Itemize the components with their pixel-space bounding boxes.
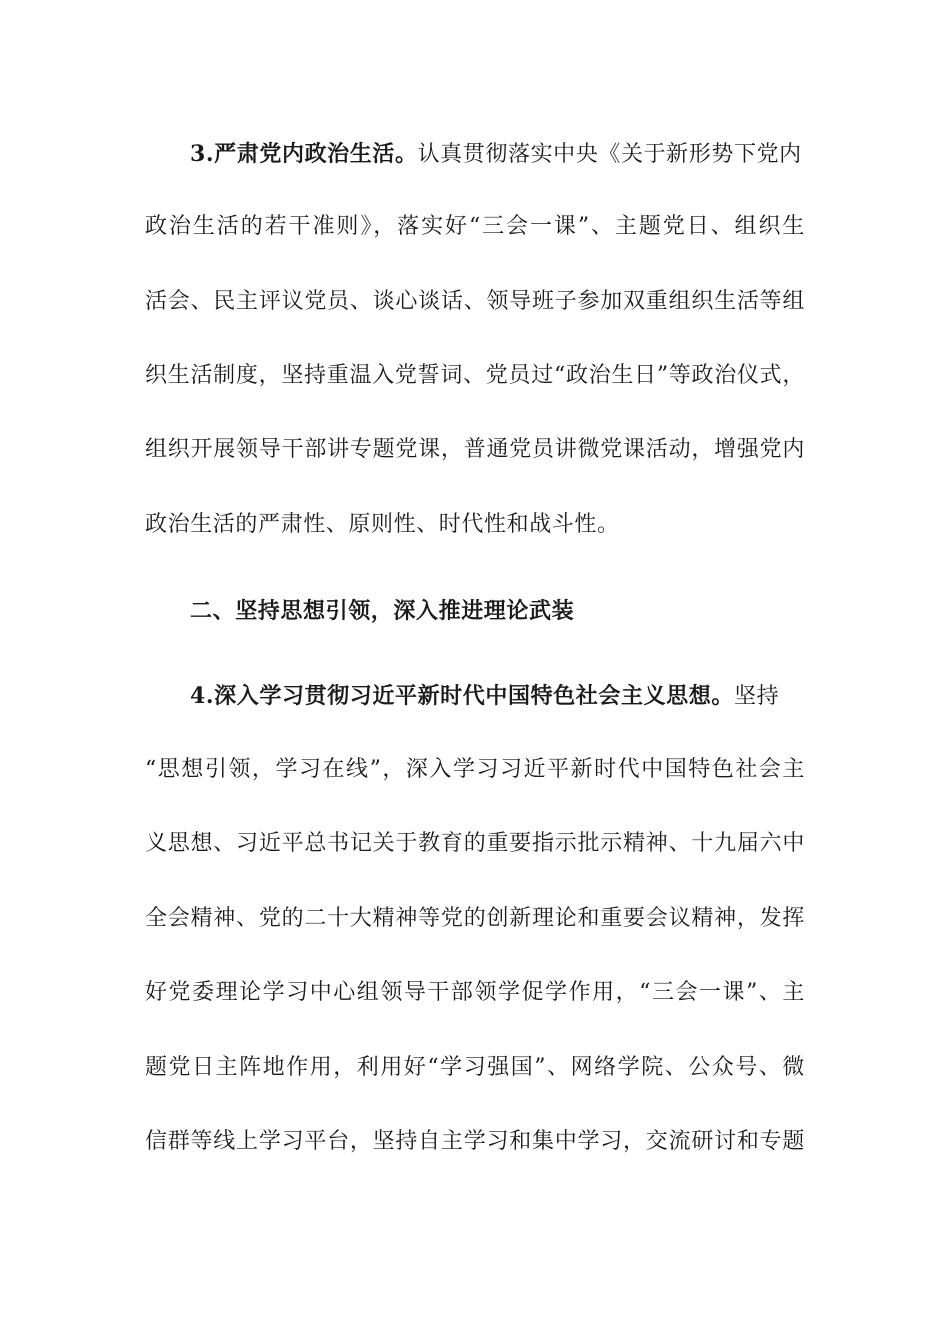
section-3-text-line-3: 活会、民主评议党员、谈心谈话、领导班子参加双重组织生活等组: [145, 289, 805, 314]
section-4-text-line-3: 义思想、习近平总书记关于教育的重要指示批示精神、十九届六中: [145, 831, 805, 856]
section-4-text-line-7: 信群等线上学习平台，坚持自主学习和集中学习，交流研讨和专题: [145, 1129, 805, 1154]
section-3-text-line-6: 政治生活的严肃性、原则性、时代性和战斗性。: [145, 512, 620, 537]
section-4-first-line: [190, 681, 805, 711]
section-3-text-line-1: 认真贯彻落实中央《关于新形势下党内: [417, 142, 802, 167]
section-3-first-line: [190, 139, 805, 169]
section-3-text-line-2: 政治生活的若干准则》，落实好“三会一课”、主题党日、组织生: [145, 214, 805, 239]
section-4-text-line-2: “思想引领，学习在线”，深入学习习近平新时代中国特色社会主: [145, 757, 805, 782]
section-4-text-line-6: 题党日主阵地作用，利用好“学习强国”、网络学院、公众号、微: [145, 1055, 805, 1080]
section-4-heading: 4.深入学习贯彻习近平新时代中国特色社会主义思想。: [190, 683, 734, 709]
section-4-text-line-4: 全会精神、党的二十大精神等党的创新理论和重要会议精神，发挥: [145, 906, 805, 931]
section-4-text-line-5: 好党委理论学习中心组领导干部领学促学作用，“三会一课”、主: [145, 980, 805, 1005]
section-3-text-line-4: 织生活制度，坚持重温入党誓词、党员过“政治生日”等政治仪式，: [145, 363, 805, 388]
part-2-heading: 二、坚持思想引领，深入推进理论武装: [190, 598, 575, 624]
section-3-text-line-5: 组织开展领导干部讲专题党课，普通党员讲微党课活动，增强党内: [145, 437, 805, 462]
section-3-heading: 3.严肃党内政治生活。: [190, 141, 418, 167]
section-4-text-line-1: 坚持: [733, 684, 780, 709]
